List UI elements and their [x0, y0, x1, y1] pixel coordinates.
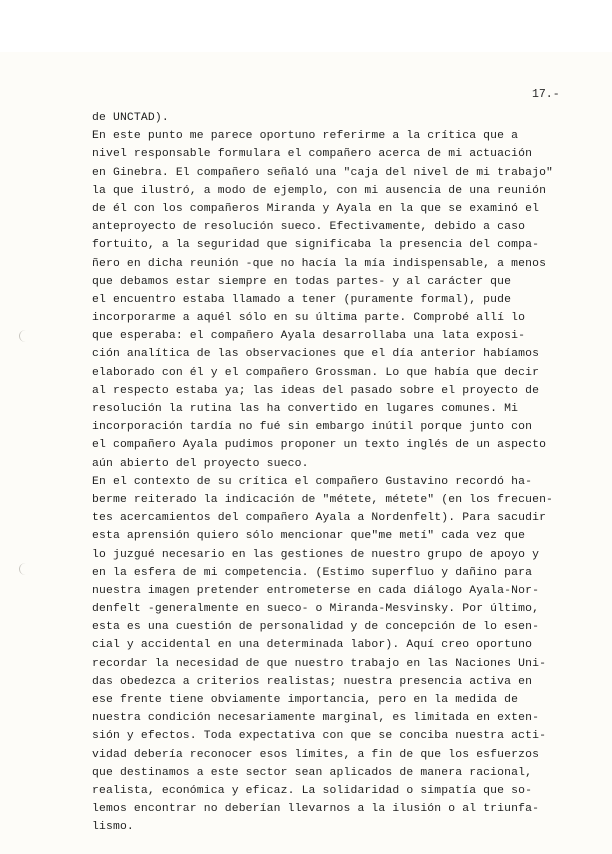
- text-line: ñero en dicha reunión -que no hacía la mía indispensable, a menos: [92, 257, 547, 270]
- page-number: 17.-: [532, 88, 560, 101]
- punch-hole-mark: [19, 563, 32, 575]
- text-line: que esperaba: el compañero Ayala desarrollaba una lata exposi-: [92, 330, 526, 343]
- text-line: lo juzgué necesario en las gestiones de nuestro grupo de apoyo y: [92, 548, 540, 561]
- text-line: lemos encontrar no deberían llevarnos a la ilusión o al triunfa-: [92, 803, 540, 816]
- text-line: esta aprensión quiero sólo mencionar que"me metí" cada vez que: [92, 530, 526, 543]
- text-line: de él con los compañeros Miranda y Ayala en la que se examinó el: [92, 202, 540, 215]
- text-line: ción analítica de las observaciones que el día anterior habíamos: [92, 348, 540, 361]
- text-line: En este punto me parece oportuno referirme a la crítica que a: [92, 130, 519, 143]
- text-line: aún abierto del proyecto sueco.: [92, 457, 309, 470]
- text-line: que destinamos a este sector sean aplicados de manera racional,: [92, 766, 533, 779]
- text-line: lismo.: [92, 821, 134, 834]
- text-line: el compañero Ayala pudimos proponer un texto inglés de un aspecto: [92, 439, 547, 452]
- text-line: la que ilustró, a modo de ejemplo, con mi ausencia de una reunión: [92, 184, 547, 197]
- text-line: de UNCTAD).: [92, 112, 169, 124]
- text-line: al respecto estaba ya; las ideas del pasado sobre el proyecto de: [92, 384, 540, 397]
- text-line: realista, económica y eficaz. La solidaridad o simpatía que so-: [92, 784, 533, 797]
- text-line: fortuito, a la seguridad que significaba la presencia del compa-: [92, 239, 540, 252]
- text-line: en Ginebra. El compañero señaló una "caja del nivel de mi trabajo": [92, 166, 554, 179]
- text-line: anteproyecto de resolución sueco. Efectivamente, debido a caso: [92, 221, 526, 234]
- text-line: cial y accidental en una determinada labor). Aquí creo oportuno: [92, 639, 533, 652]
- text-line: vidad debería reconocer esos límites, a fin de que los esfuerzos: [92, 748, 540, 761]
- text-line: que debamos estar siempre en todas partes- y al carácter que: [92, 275, 512, 288]
- text-line: recordar la necesidad de que nuestro trabajo en las Naciones Uni-: [92, 657, 547, 670]
- text-line: esta es una cuestión de personalidad y de concepción de lo esen-: [92, 621, 540, 634]
- text-line: elaborado con él y el compañero Grossman. Lo que había que decir: [92, 366, 540, 379]
- text-line: nivel responsable formulara el compañero acerca de mi actuación: [92, 148, 533, 161]
- text-line: en la esfera de mi competencia. (Estimo superfluo y dañino para: [92, 566, 533, 579]
- text-line: ese frente tiene obviamente importancia, pero en la medida de: [92, 694, 519, 706]
- text-line: tes acercamientos del compañero Ayala a Nordenfelt). Para sacudir: [92, 512, 547, 525]
- text-line: incorporación tardía no fué sin embargo inútil porque junto con: [92, 421, 533, 434]
- text-line: incorporarme a aquél sólo en su última parte. Comprobé allí lo: [92, 312, 526, 325]
- text-line: sión y efectos. Toda expectativa con que se conciba nuestra acti-: [92, 730, 547, 743]
- text-line: el encuentro estaba llamado a tener (puramente formal), pude: [92, 293, 512, 306]
- text-line: nuestra condición necesariamente marginal, es limitada en exten-: [92, 712, 540, 725]
- text-line: resolución la rutina las ha convertido en lugares comunes. Mi: [92, 403, 519, 415]
- text-line: das obedezca a criterios realistas; nuestra presencia activa en: [92, 675, 533, 688]
- text-line: denfelt -generalmente en sueco- o Miranda-Mesvinsky. Por último,: [92, 603, 540, 616]
- body-text: [92, 109, 592, 837]
- text-line: En el contexto de su crítica el compañero Gustavino recordó ha-: [92, 475, 533, 488]
- text-line: berme reiterado la indicación de "métete, métete" (en los frecuen-: [92, 493, 554, 506]
- text-line: nuestra imagen pretender entrometerse en cada diálogo Ayala-Nor-: [92, 584, 540, 597]
- punch-hole-mark: [19, 330, 32, 342]
